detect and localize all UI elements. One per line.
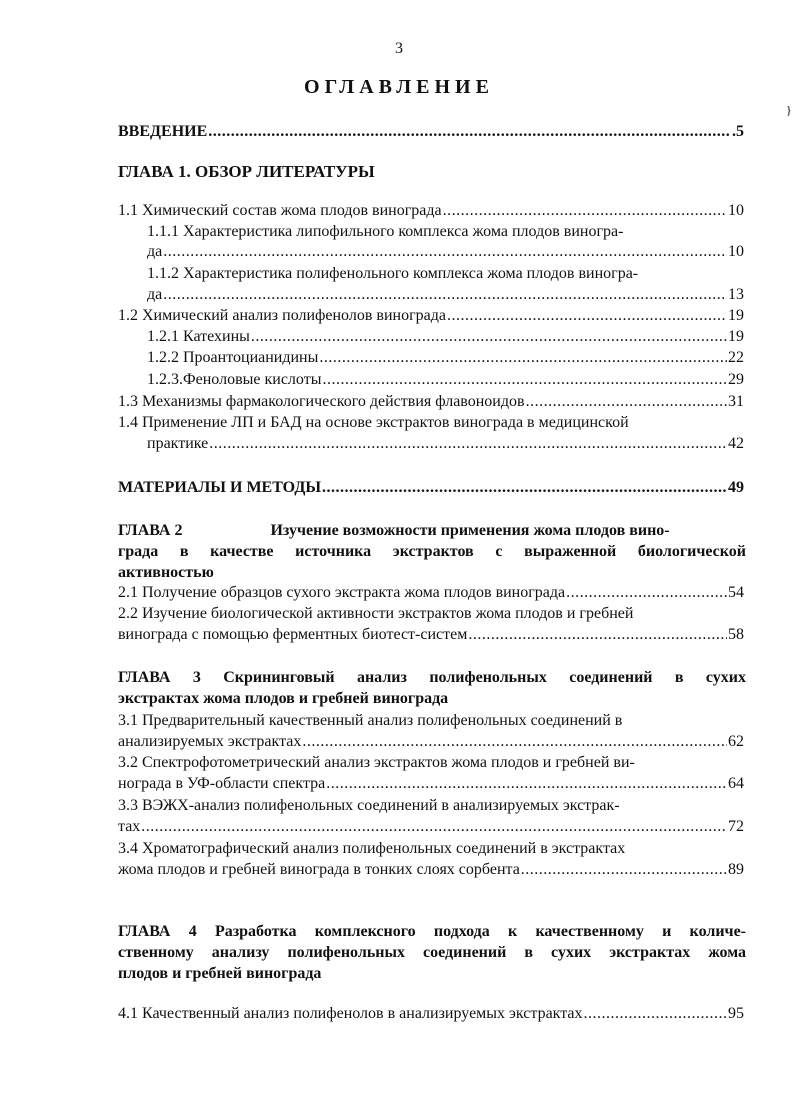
toc-entry-1-1-2-line1: 1.1.2 Характеристика полифенольного комплекса жома плодов виногра- (147, 265, 639, 282)
chapter-4-title-line1: ГЛАВА 4 Разработка комплексного подхода к качественному и количе- (118, 923, 746, 940)
toc-entry-4-1[interactable]: 4.1 Качественный анализ полифенолов в анализируемых экстрактах ..... 95 (118, 1004, 744, 1024)
margin-mark: } (786, 103, 792, 117)
toc-entry-1-4[interactable]: практике ..... 42 (147, 434, 744, 454)
toc-entry-1-1[interactable]: 1.1 Химический состав жома плодов винограда ..... 10 (118, 201, 744, 221)
chapter-2-label: ГЛАВА 2 (118, 522, 183, 539)
toc-entry-1-2-1[interactable]: 1.2.1 Катехины ..... 19 (147, 327, 744, 347)
toc-entry-2-1[interactable]: 2.1 Получение образцов сухого экстракта жома плодов винограда ..... 54 (118, 583, 744, 603)
toc-entry-3-2-line1: 3.2 Спектрофотометрический анализ экстрактов жома плодов и гребней ви- (118, 754, 635, 771)
toc-entry-1-4-line1: 1.4 Применение ЛП и БАД на основе экстрактов винограда в медицинской (118, 414, 629, 431)
chapter-2-title-line1 (118, 521, 746, 541)
chapter-4-title-line3: плодов и гребней винограда (118, 965, 322, 982)
toc-entry-1-2[interactable]: 1.2 Химический анализ полифенолов винограда ..... 19 (118, 306, 744, 326)
chapter-2-title-line2: града в качестве источника экстрактов с выраженной биологической (118, 543, 746, 560)
toc-heading: ОГЛАВЛЕНИЕ (304, 76, 494, 98)
toc-entry-1-1-1-line1: 1.1.1 Характеристика липофильного комплекса жома плодов виногра- (147, 223, 624, 240)
toc-entry-1-2-2[interactable]: 1.2.2 Проантоцианидины ..... 22 (147, 348, 744, 368)
toc-entry-2-2[interactable]: винограда с помощью ферментных биотест-систем ..... 58 (118, 625, 744, 645)
chapter-3-title-line2: экстрактах жома плодов и гребней винограда (118, 690, 449, 707)
toc-entry-3-3-line1: 3.3 ВЭЖХ-анализ полифенольных соединений в анализируемых экстрак- (118, 797, 620, 814)
toc-entry-2-2-line1: 2.2 Изучение биологической активности экстрактов жома плодов и гребней (118, 605, 634, 622)
chapter-4-title-line2: ственному анализу полифенольных соединений в сухих экстрактах жома (118, 944, 746, 961)
chapter-2-title-start: Изучение возможности применения жома плодов вино- (270, 522, 670, 539)
chapter-1-title: ГЛАВА 1. ОБЗОР ЛИТЕРАТУРЫ (118, 162, 375, 181)
toc-entry-3-4-line1: 3.4 Хроматографический анализ полифенольных соединений в экстрактах (118, 840, 626, 857)
toc-entry-intro[interactable]: ВВЕДЕНИЕ ..... .5 (118, 122, 744, 142)
toc-entry-1-2-3[interactable]: 1.2.3.Феноловые кислоты ..... 29 (147, 370, 744, 390)
chapter-2-title-line3: активностью (118, 564, 214, 581)
toc-entry-1-1-1[interactable]: да ..... 10 (147, 242, 744, 262)
toc-entry-3-1-line1: 3.1 Предварительный качественный анализ полифенольных соединений в (118, 712, 623, 729)
toc-entry-1-1-2[interactable]: да ..... 13 (147, 285, 744, 305)
page-number: 3 (395, 40, 403, 57)
toc-entry-3-1[interactable]: анализируемых экстрактах ..... 62 (118, 732, 744, 752)
toc-entry-3-4[interactable]: жома плодов и гребней винограда в тонких слоях сорбента ..... 89 (118, 860, 744, 880)
toc-entry-3-3[interactable]: тах ..... 72 (118, 817, 744, 837)
chapter-3-title-line1: ГЛАВА 3 Скрининговый анализ полифенольных соединений в сухих (118, 669, 746, 686)
toc-entry-1-3[interactable]: 1.3 Механизмы фармакологического действия флавоноидов ..... 31 (118, 392, 744, 412)
leader-dots (208, 122, 731, 142)
toc-entry-methods[interactable]: МАТЕРИАЛЫ И МЕТОДЫ ..... 49 (118, 478, 744, 498)
toc-entry-3-2[interactable]: нограда в УФ-области спектра ..... 64 (118, 774, 744, 794)
